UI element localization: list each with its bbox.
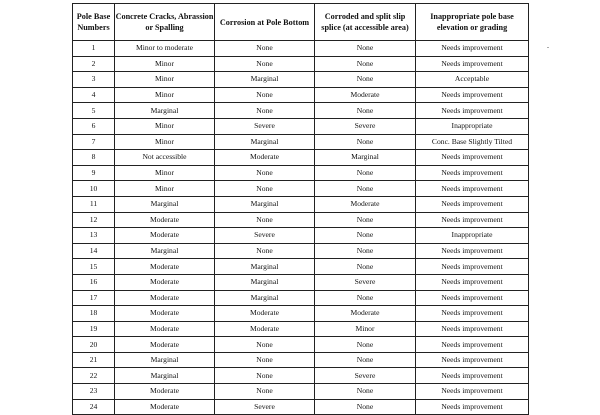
cell-concrete-cracks: Minor xyxy=(115,165,215,181)
table-row xyxy=(73,306,529,322)
cell-base-elevation: Needs improvement xyxy=(416,196,529,212)
cell-slip-splice: None xyxy=(315,212,416,228)
table-row xyxy=(73,290,529,306)
cell-slip-splice: None xyxy=(315,228,416,244)
table-row xyxy=(73,243,529,259)
cell-corrosion: Marginal xyxy=(215,72,315,88)
cell-base-elevation: Needs improvement xyxy=(416,212,529,228)
cell-pole-number: 19 xyxy=(73,321,115,337)
cell-concrete-cracks: Minor xyxy=(115,87,215,103)
cell-corrosion: Moderate xyxy=(215,321,315,337)
cell-slip-splice: None xyxy=(315,337,416,353)
table-row xyxy=(73,321,529,337)
cell-pole-number: 6 xyxy=(73,118,115,134)
cell-corrosion: None xyxy=(215,352,315,368)
cell-concrete-cracks: Minor xyxy=(115,72,215,88)
cell-pole-number: 13 xyxy=(73,228,115,244)
cell-concrete-cracks: Moderate xyxy=(115,290,215,306)
cell-pole-number: 22 xyxy=(73,368,115,384)
cell-concrete-cracks: Marginal xyxy=(115,103,215,119)
cell-concrete-cracks: Minor to moderate xyxy=(115,41,215,57)
cell-base-elevation: Needs improvement xyxy=(416,337,529,353)
cell-slip-splice: Minor xyxy=(315,321,416,337)
cell-pole-number: 8 xyxy=(73,150,115,166)
cell-base-elevation: Needs improvement xyxy=(416,56,529,72)
cell-slip-splice: None xyxy=(315,72,416,88)
table-row xyxy=(73,228,529,244)
cell-slip-splice: None xyxy=(315,41,416,57)
cell-base-elevation: Needs improvement xyxy=(416,41,529,57)
cell-concrete-cracks: Minor xyxy=(115,134,215,150)
cell-base-elevation: Needs improvement xyxy=(416,321,529,337)
cell-pole-number: 24 xyxy=(73,399,115,415)
cell-base-elevation: Needs improvement xyxy=(416,274,529,290)
cell-pole-number: 18 xyxy=(73,306,115,322)
cell-base-elevation: Needs improvement xyxy=(416,165,529,181)
header-row xyxy=(73,4,529,41)
table-row xyxy=(73,181,529,197)
cell-corrosion: None xyxy=(215,384,315,400)
scan-speck xyxy=(547,47,549,48)
inspection-table-container xyxy=(72,3,529,415)
cell-slip-splice: None xyxy=(315,243,416,259)
cell-slip-splice: None xyxy=(315,290,416,306)
cell-base-elevation: Acceptable xyxy=(416,72,529,88)
cell-corrosion: None xyxy=(215,87,315,103)
table-header xyxy=(73,4,529,41)
cell-corrosion: None xyxy=(215,56,315,72)
cell-base-elevation: Inappropriate xyxy=(416,228,529,244)
cell-pole-number: 12 xyxy=(73,212,115,228)
cell-slip-splice: None xyxy=(315,352,416,368)
cell-base-elevation: Needs improvement xyxy=(416,384,529,400)
header-corrosion: Corrosion at Pole Bottom xyxy=(215,4,315,41)
cell-slip-splice: None xyxy=(315,181,416,197)
table-row xyxy=(73,259,529,275)
cell-base-elevation: Inappropriate xyxy=(416,118,529,134)
table-row xyxy=(73,368,529,384)
cell-base-elevation: Needs improvement xyxy=(416,103,529,119)
cell-base-elevation: Conc. Base Slightly Tilted xyxy=(416,134,529,150)
cell-pole-number: 1 xyxy=(73,41,115,57)
cell-corrosion: Marginal xyxy=(215,134,315,150)
table-row xyxy=(73,352,529,368)
cell-corrosion: None xyxy=(215,41,315,57)
cell-concrete-cracks: Minor xyxy=(115,56,215,72)
cell-slip-splice: Moderate xyxy=(315,306,416,322)
cell-base-elevation: Needs improvement xyxy=(416,181,529,197)
cell-slip-splice: Moderate xyxy=(315,196,416,212)
cell-concrete-cracks: Moderate xyxy=(115,306,215,322)
cell-slip-splice: None xyxy=(315,399,416,415)
cell-pole-number: 7 xyxy=(73,134,115,150)
cell-base-elevation: Needs improvement xyxy=(416,306,529,322)
table-row xyxy=(73,274,529,290)
cell-corrosion: None xyxy=(215,103,315,119)
cell-slip-splice: Severe xyxy=(315,368,416,384)
cell-base-elevation: Needs improvement xyxy=(416,290,529,306)
cell-corrosion: None xyxy=(215,181,315,197)
cell-base-elevation: Needs improvement xyxy=(416,259,529,275)
cell-pole-number: 11 xyxy=(73,196,115,212)
cell-pole-number: 15 xyxy=(73,259,115,275)
header-slip-splice: Corroded and split slip splice (at accessible area) xyxy=(315,4,416,41)
header-pole-base-numbers: Pole Base Numbers xyxy=(73,4,115,41)
header-base-elevation: Inappropriate pole base elevation or grading xyxy=(416,4,529,41)
table-row xyxy=(73,150,529,166)
cell-concrete-cracks: Marginal xyxy=(115,243,215,259)
cell-corrosion: Moderate xyxy=(215,150,315,166)
cell-pole-number: 3 xyxy=(73,72,115,88)
cell-base-elevation: Needs improvement xyxy=(416,150,529,166)
cell-corrosion: None xyxy=(215,368,315,384)
cell-corrosion: Severe xyxy=(215,228,315,244)
cell-pole-number: 14 xyxy=(73,243,115,259)
cell-slip-splice: None xyxy=(315,103,416,119)
cell-corrosion: None xyxy=(215,337,315,353)
cell-pole-number: 9 xyxy=(73,165,115,181)
cell-corrosion: None xyxy=(215,165,315,181)
cell-pole-number: 2 xyxy=(73,56,115,72)
cell-concrete-cracks: Moderate xyxy=(115,274,215,290)
cell-pole-number: 16 xyxy=(73,274,115,290)
table-row xyxy=(73,212,529,228)
cell-base-elevation: Needs improvement xyxy=(416,368,529,384)
table-row xyxy=(73,72,529,88)
cell-pole-number: 20 xyxy=(73,337,115,353)
cell-corrosion: Marginal xyxy=(215,196,315,212)
cell-concrete-cracks: Moderate xyxy=(115,399,215,415)
header-concrete-cracks: Concrete Cracks, Abrassion or Spalling xyxy=(115,4,215,41)
cell-pole-number: 10 xyxy=(73,181,115,197)
table-row xyxy=(73,41,529,57)
cell-concrete-cracks: Minor xyxy=(115,181,215,197)
cell-slip-splice: None xyxy=(315,384,416,400)
table-row xyxy=(73,196,529,212)
cell-concrete-cracks: Minor xyxy=(115,118,215,134)
cell-pole-number: 5 xyxy=(73,103,115,119)
cell-slip-splice: Severe xyxy=(315,274,416,290)
cell-base-elevation: Needs improvement xyxy=(416,243,529,259)
cell-slip-splice: Severe xyxy=(315,118,416,134)
cell-corrosion: Severe xyxy=(215,399,315,415)
cell-corrosion: Marginal xyxy=(215,274,315,290)
table-row xyxy=(73,165,529,181)
table-row xyxy=(73,103,529,119)
cell-concrete-cracks: Marginal xyxy=(115,368,215,384)
cell-slip-splice: Marginal xyxy=(315,150,416,166)
cell-corrosion: Moderate xyxy=(215,306,315,322)
cell-slip-splice: None xyxy=(315,56,416,72)
cell-corrosion: Severe xyxy=(215,118,315,134)
cell-corrosion: Marginal xyxy=(215,290,315,306)
table-row xyxy=(73,56,529,72)
pole-base-inspection-table xyxy=(72,3,529,415)
cell-corrosion: None xyxy=(215,243,315,259)
cell-slip-splice: None xyxy=(315,165,416,181)
cell-slip-splice: None xyxy=(315,134,416,150)
cell-concrete-cracks: Moderate xyxy=(115,384,215,400)
cell-concrete-cracks: Moderate xyxy=(115,337,215,353)
cell-corrosion: Marginal xyxy=(215,259,315,275)
table-row xyxy=(73,337,529,353)
table-row xyxy=(73,399,529,415)
cell-concrete-cracks: Not accessible xyxy=(115,150,215,166)
cell-concrete-cracks: Moderate xyxy=(115,228,215,244)
cell-pole-number: 21 xyxy=(73,352,115,368)
cell-base-elevation: Needs improvement xyxy=(416,87,529,103)
cell-base-elevation: Needs improvement xyxy=(416,352,529,368)
table-row xyxy=(73,118,529,134)
cell-concrete-cracks: Moderate xyxy=(115,212,215,228)
cell-slip-splice: None xyxy=(315,259,416,275)
cell-pole-number: 17 xyxy=(73,290,115,306)
table-row xyxy=(73,87,529,103)
cell-concrete-cracks: Marginal xyxy=(115,352,215,368)
cell-concrete-cracks: Moderate xyxy=(115,321,215,337)
cell-slip-splice: Moderate xyxy=(315,87,416,103)
cell-concrete-cracks: Moderate xyxy=(115,259,215,275)
cell-pole-number: 23 xyxy=(73,384,115,400)
table-body xyxy=(73,41,529,415)
table-row xyxy=(73,134,529,150)
table-row xyxy=(73,384,529,400)
cell-corrosion: None xyxy=(215,212,315,228)
cell-base-elevation: Needs improvement xyxy=(416,399,529,415)
cell-pole-number: 4 xyxy=(73,87,115,103)
cell-concrete-cracks: Marginal xyxy=(115,196,215,212)
